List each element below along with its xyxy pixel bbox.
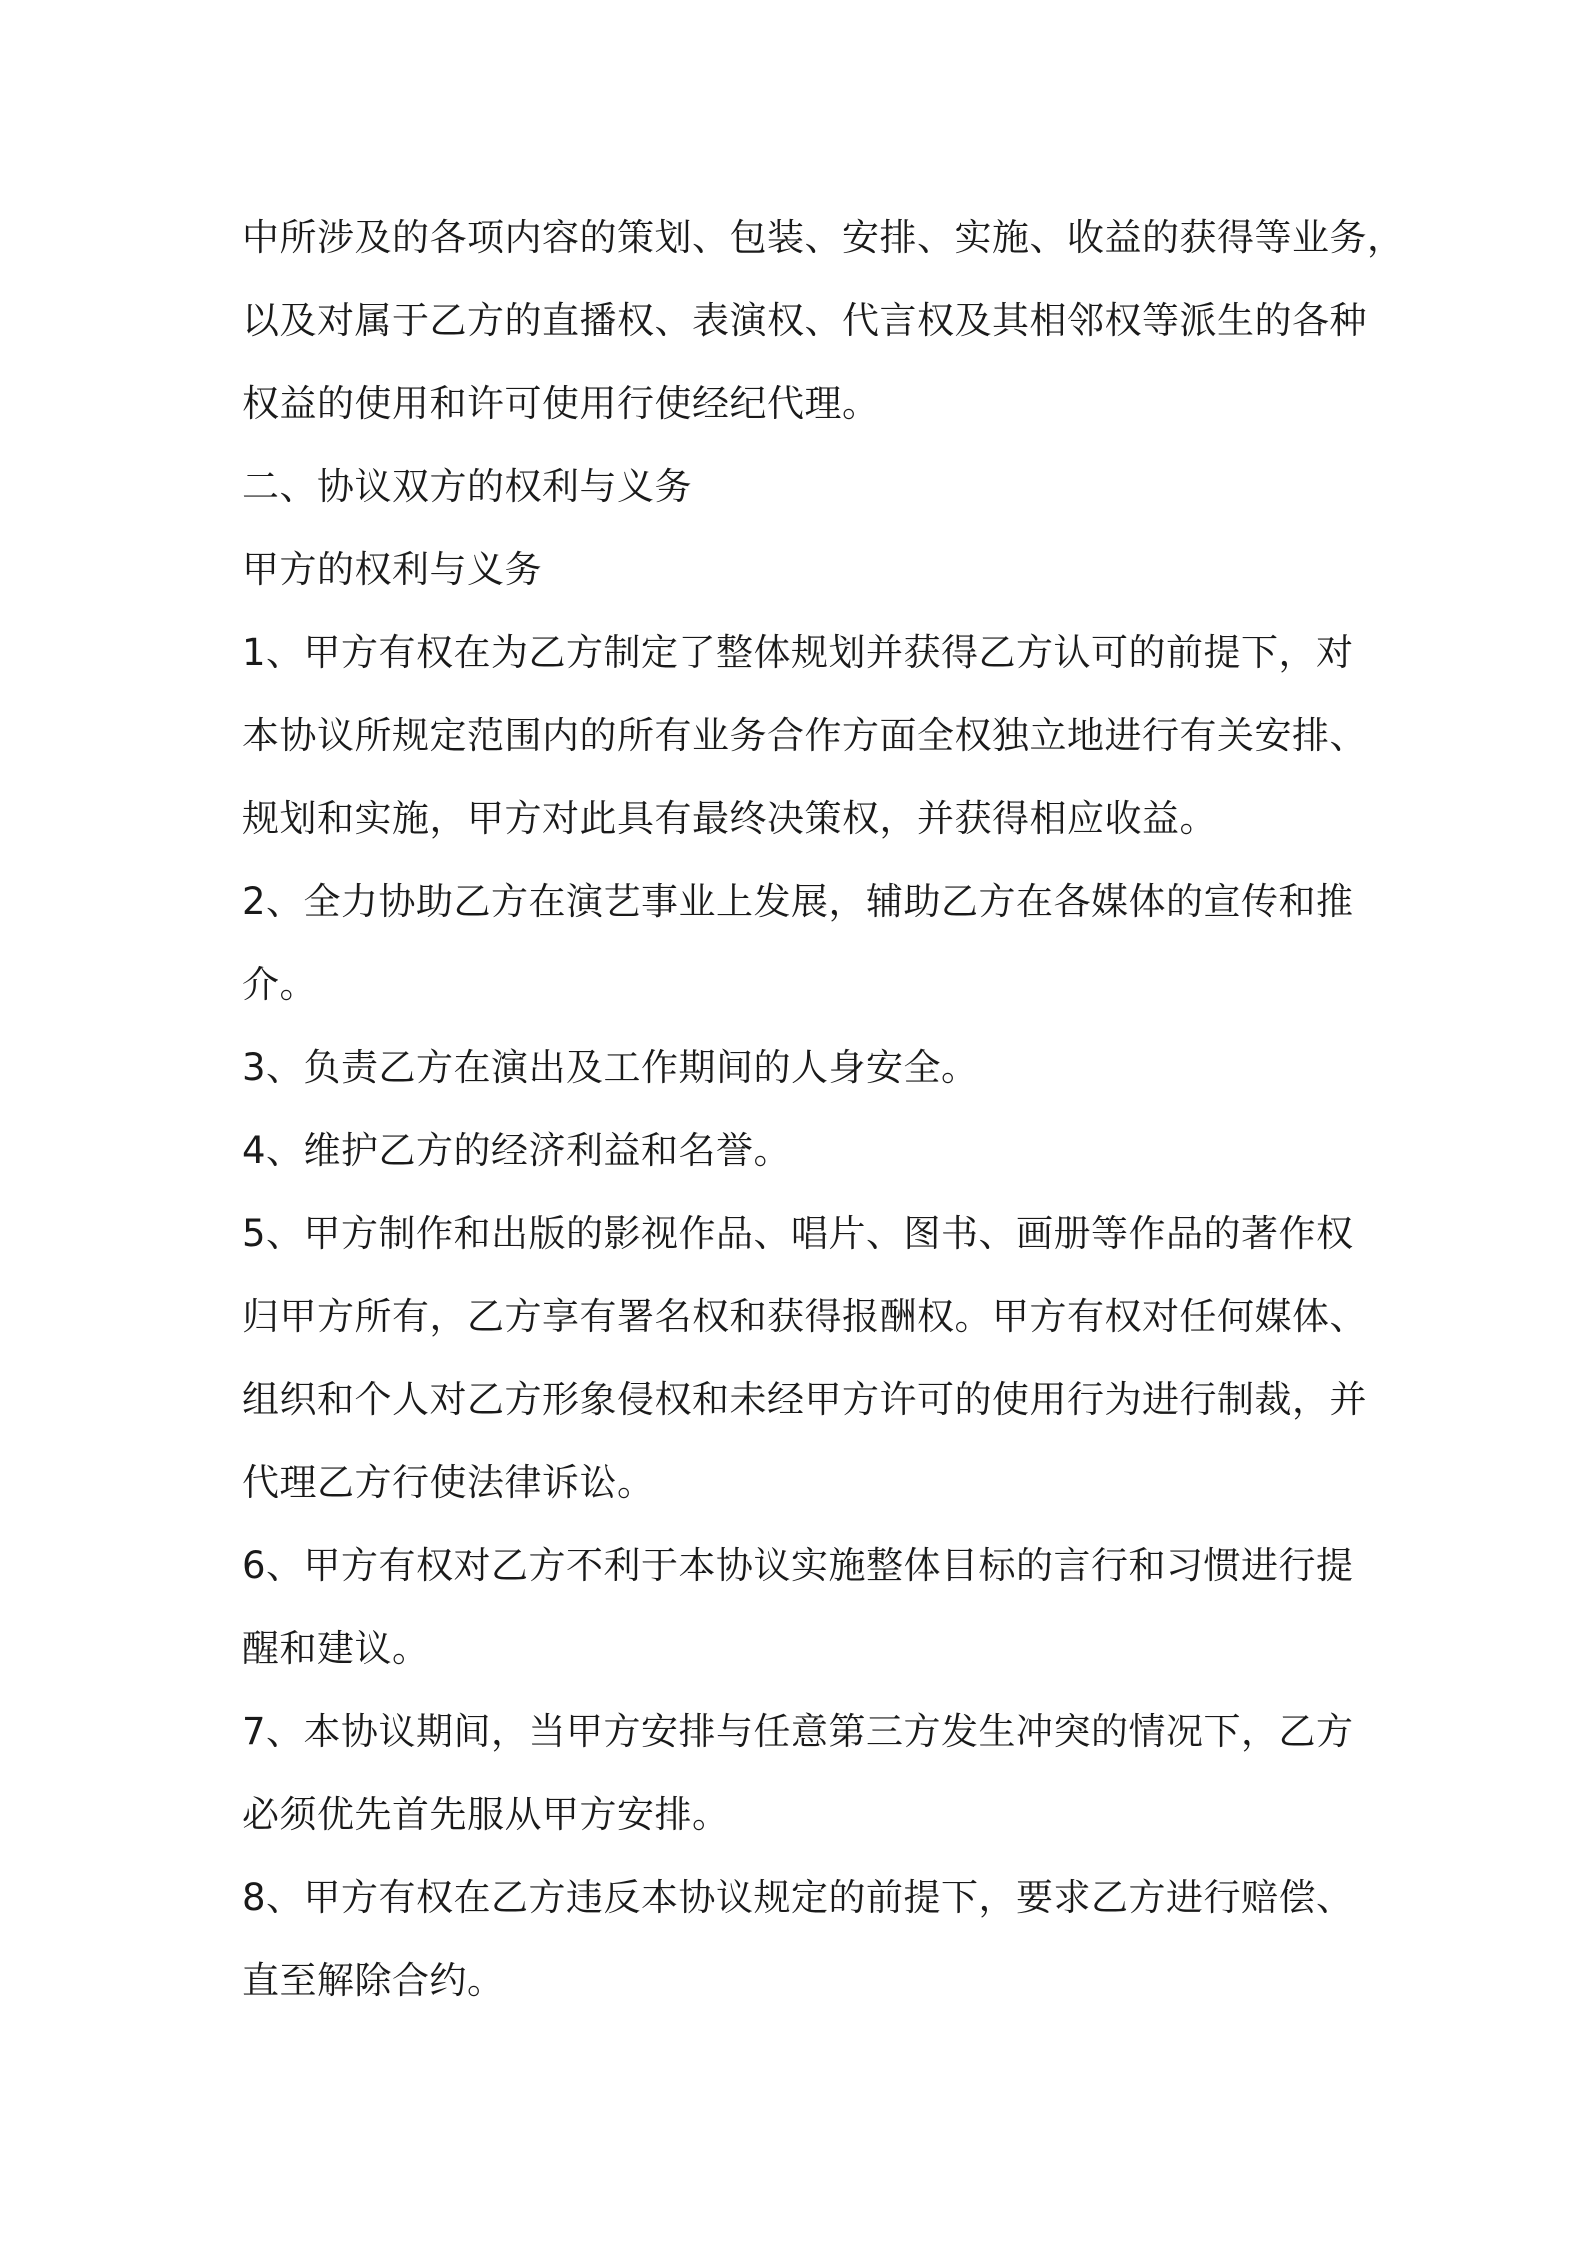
- text-line: 介。: [242, 963, 317, 1006]
- text-line: 直至解除合约。: [242, 1959, 505, 2002]
- text-line: 3、负责乙方在演出及工作期间的人身安全。: [242, 1046, 979, 1089]
- text-line: 7、本协议期间，当甲方安排与任意第三方发生冲突的情况下，乙方: [242, 1710, 1354, 1753]
- text-line: 2、全力协助乙方在演艺事业上发展，辅助乙方在各媒体的宣传和推: [242, 880, 1354, 923]
- text-line: 组织和个人对乙方形象侵权和未经甲方许可的使用行为进行制裁，并: [242, 1378, 1367, 1421]
- text-line: 必须优先首先服从甲方安排。: [242, 1793, 730, 1836]
- text-line: 4、维护乙方的经济利益和名誉。: [242, 1129, 792, 1172]
- document-body: [242, 196, 1405, 2022]
- section-heading: 二、协议双方的权利与义务: [242, 465, 692, 508]
- text-line: 5、甲方制作和出版的影视作品、唱片、图书、画册等作品的著作权: [242, 1212, 1354, 1255]
- subsection-heading: 甲方的权利与义务: [242, 548, 542, 591]
- text-line: 以及对属于乙方的直播权、表演权、代言权及其相邻权等派生的各种: [242, 299, 1367, 342]
- text-line: 8、甲方有权在乙方违反本协议规定的前提下，要求乙方进行赔偿、: [242, 1876, 1354, 1919]
- text-line: 本协议所规定范围内的所有业务合作方面全权独立地进行有关安排、: [242, 714, 1367, 757]
- text-line: 归甲方所有，乙方享有署名权和获得报酬权。甲方有权对任何媒体、: [242, 1295, 1367, 1338]
- text-line: 规划和实施，甲方对此具有最终决策权，并获得相应收益。: [242, 797, 1217, 840]
- text-line: 权益的使用和许可使用行使经纪代理。: [242, 382, 880, 425]
- text-line: 代理乙方行使法律诉讼。: [242, 1461, 655, 1504]
- text-line: 醒和建议。: [242, 1627, 430, 1670]
- text-line: 1、甲方有权在为乙方制定了整体规划并获得乙方认可的前提下，对: [242, 631, 1354, 674]
- text-line: 中所涉及的各项内容的策划、包装、安排、实施、收益的获得等业务，: [242, 216, 1405, 259]
- text-line: 6、甲方有权对乙方不利于本协议实施整体目标的言行和习惯进行提: [242, 1544, 1354, 1587]
